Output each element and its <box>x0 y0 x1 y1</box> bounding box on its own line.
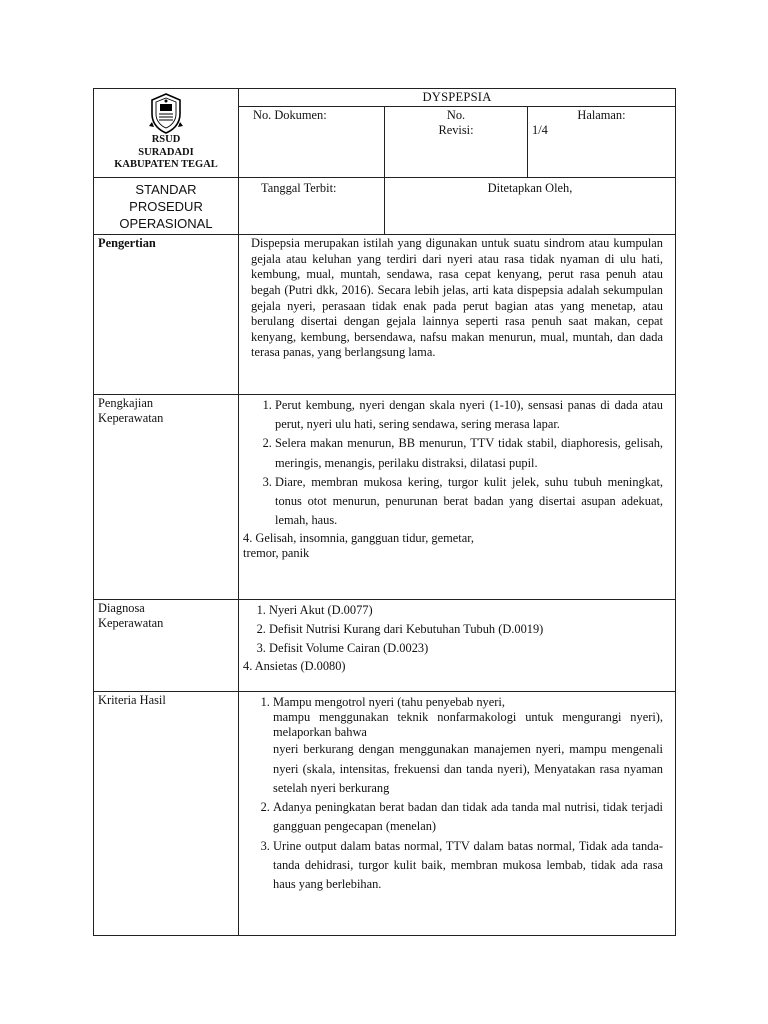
list-item: 1. Nyeri Akut (D.0077) <box>269 601 595 620</box>
diagnosa-list <box>243 601 595 659</box>
document-number-label: No. Dokumen: <box>239 107 385 178</box>
list-item: 3. Diare, membran mukosa kering, turgor kulit jelek, suhu tubuh meningkat, tonus otot menurun, penurunan berat badan yang disertai asupan adekuat, lemah, haus. <box>275 473 663 531</box>
revision-label-2: Revisi: <box>438 123 474 138</box>
issued-date-label: Tanggal Terbit: <box>239 178 385 235</box>
list-item: 2. Selera makan menurun, BB menurun, TTV tidak stabil, diaphoresis, gelisah, meringis, menangis, perilaku distraksi, dilatasi pupil. <box>275 434 663 472</box>
diagnosa-label-line2: Keperawatan <box>98 616 164 631</box>
pengkajian-label-line2: Keperawatan <box>98 411 164 426</box>
document-title: DYSPEPSIA <box>239 89 676 107</box>
pengkajian-list <box>243 396 663 531</box>
revision-cell <box>385 107 528 178</box>
institution-header <box>94 89 239 178</box>
list-item: 3. Urine output dalam batas normal, TTV dalam batas normal, Tidak ada tanda-tanda dehidrasi, turgor kulit baik, membran mukosa lembab, tidak ada rasa haus yang berlebihan. <box>273 837 663 895</box>
sop-label-line1: STANDAR <box>135 182 197 198</box>
page-value: 1/4 <box>532 123 548 138</box>
sop-label <box>94 178 239 235</box>
institution-city: SURADADI <box>138 146 194 158</box>
diagnosa-item-4: 4. Ansietas (D.0080) <box>243 658 346 673</box>
section-content-kriteria <box>239 692 676 936</box>
sop-label-line3: OPERASIONAL <box>119 216 213 232</box>
diagnosa-label-line1: Diagnosa <box>98 601 145 616</box>
pengkajian-item-4: 4. Gelisah, insomnia, gangguan tidur, gemetar, <box>243 530 474 545</box>
list-item: 3. Defisit Volume Cairan (D.0023) <box>269 639 595 658</box>
kriteria-item-1-line2: mampu menggunakan teknik nonfarmakologi untuk mengurangi nyeri), melaporkan bahwa <box>273 710 663 740</box>
list-item: 2. Adanya peningkatan berat badan dan tidak ada tanda mal nutrisi, tidak terjadi gangguan pengecapan (menelan) <box>273 798 663 836</box>
kriteria-list <box>243 693 663 894</box>
section-text-pengertian: Dispepsia merupakan istilah yang digunakan untuk suatu sindrom atau kumpulan gejala atau keluhan yang terdiri dari nyeri atau rasa tidak nyaman di ulu hati, kembung, mual, muntah, sendawa, rasa cepat kenyang, perut rasa penuh atau begah (Putri dkk, 2016). Secara lebih jelas, arti kata dispepsia adalah sekumpulan gejala nyeri, perasaan tidak enak pada perut bagian atas yang menetap, atau berulang disertai dengan gejala lainnya seperti rasa penuh saat makan, cepat kenyang, kembung, bersendawa, nafsu makan menurun, mual, muntah, dan dada terasa panas, yang berlangsung lama. <box>239 235 676 395</box>
institution-name: RSUD <box>151 134 181 145</box>
kriteria-item-1-line1: 1. Mampu mengotrol nyeri (tahu penyebab nyeri, <box>273 695 505 710</box>
page-cell <box>528 107 676 178</box>
section-label-kriteria: Kriteria Hasil <box>94 692 239 936</box>
kriteria-item-1-line3: nyeri berkurang dengan menggunakan manajemen nyeri, mampu mengenali nyeri (skala, intensitas, frekuensi dan tanda nyeri), Menyatakan rasa nyaman setelah nyeri berkurang <box>273 742 663 795</box>
pengkajian-label-line1: Pengkajian <box>98 396 154 411</box>
page-label: Halaman: <box>577 108 626 123</box>
section-label-pengkajian <box>94 395 239 600</box>
list-item: 1. Perut kembung, nyeri dengan skala nyeri (1-10), sensasi panas di dada atau perut, nyeri ulu hati, sering sendawa, sering merasa lapar. <box>275 396 663 434</box>
list-item: 2. Defisit Nutrisi Kurang dari Kebutuhan Tubuh (D.0019) <box>269 620 595 639</box>
section-label-diagnosa <box>94 600 239 692</box>
approved-by-label: Ditetapkan Oleh, <box>385 178 676 235</box>
section-label-pengertian: Pengertian <box>94 235 239 395</box>
regency-crest-icon <box>149 92 183 134</box>
institution-regency: KABUPATEN TEGAL <box>114 159 218 171</box>
sop-label-line2: PROSEDUR <box>129 199 203 215</box>
section-content-diagnosa <box>239 600 676 692</box>
revision-label-1: No. <box>446 108 466 123</box>
sop-table <box>93 88 676 936</box>
section-content-pengkajian <box>239 395 676 600</box>
sop-document <box>93 88 675 936</box>
list-item <box>273 693 663 798</box>
pengkajian-item-4-cont: tremor, panik <box>243 545 310 560</box>
